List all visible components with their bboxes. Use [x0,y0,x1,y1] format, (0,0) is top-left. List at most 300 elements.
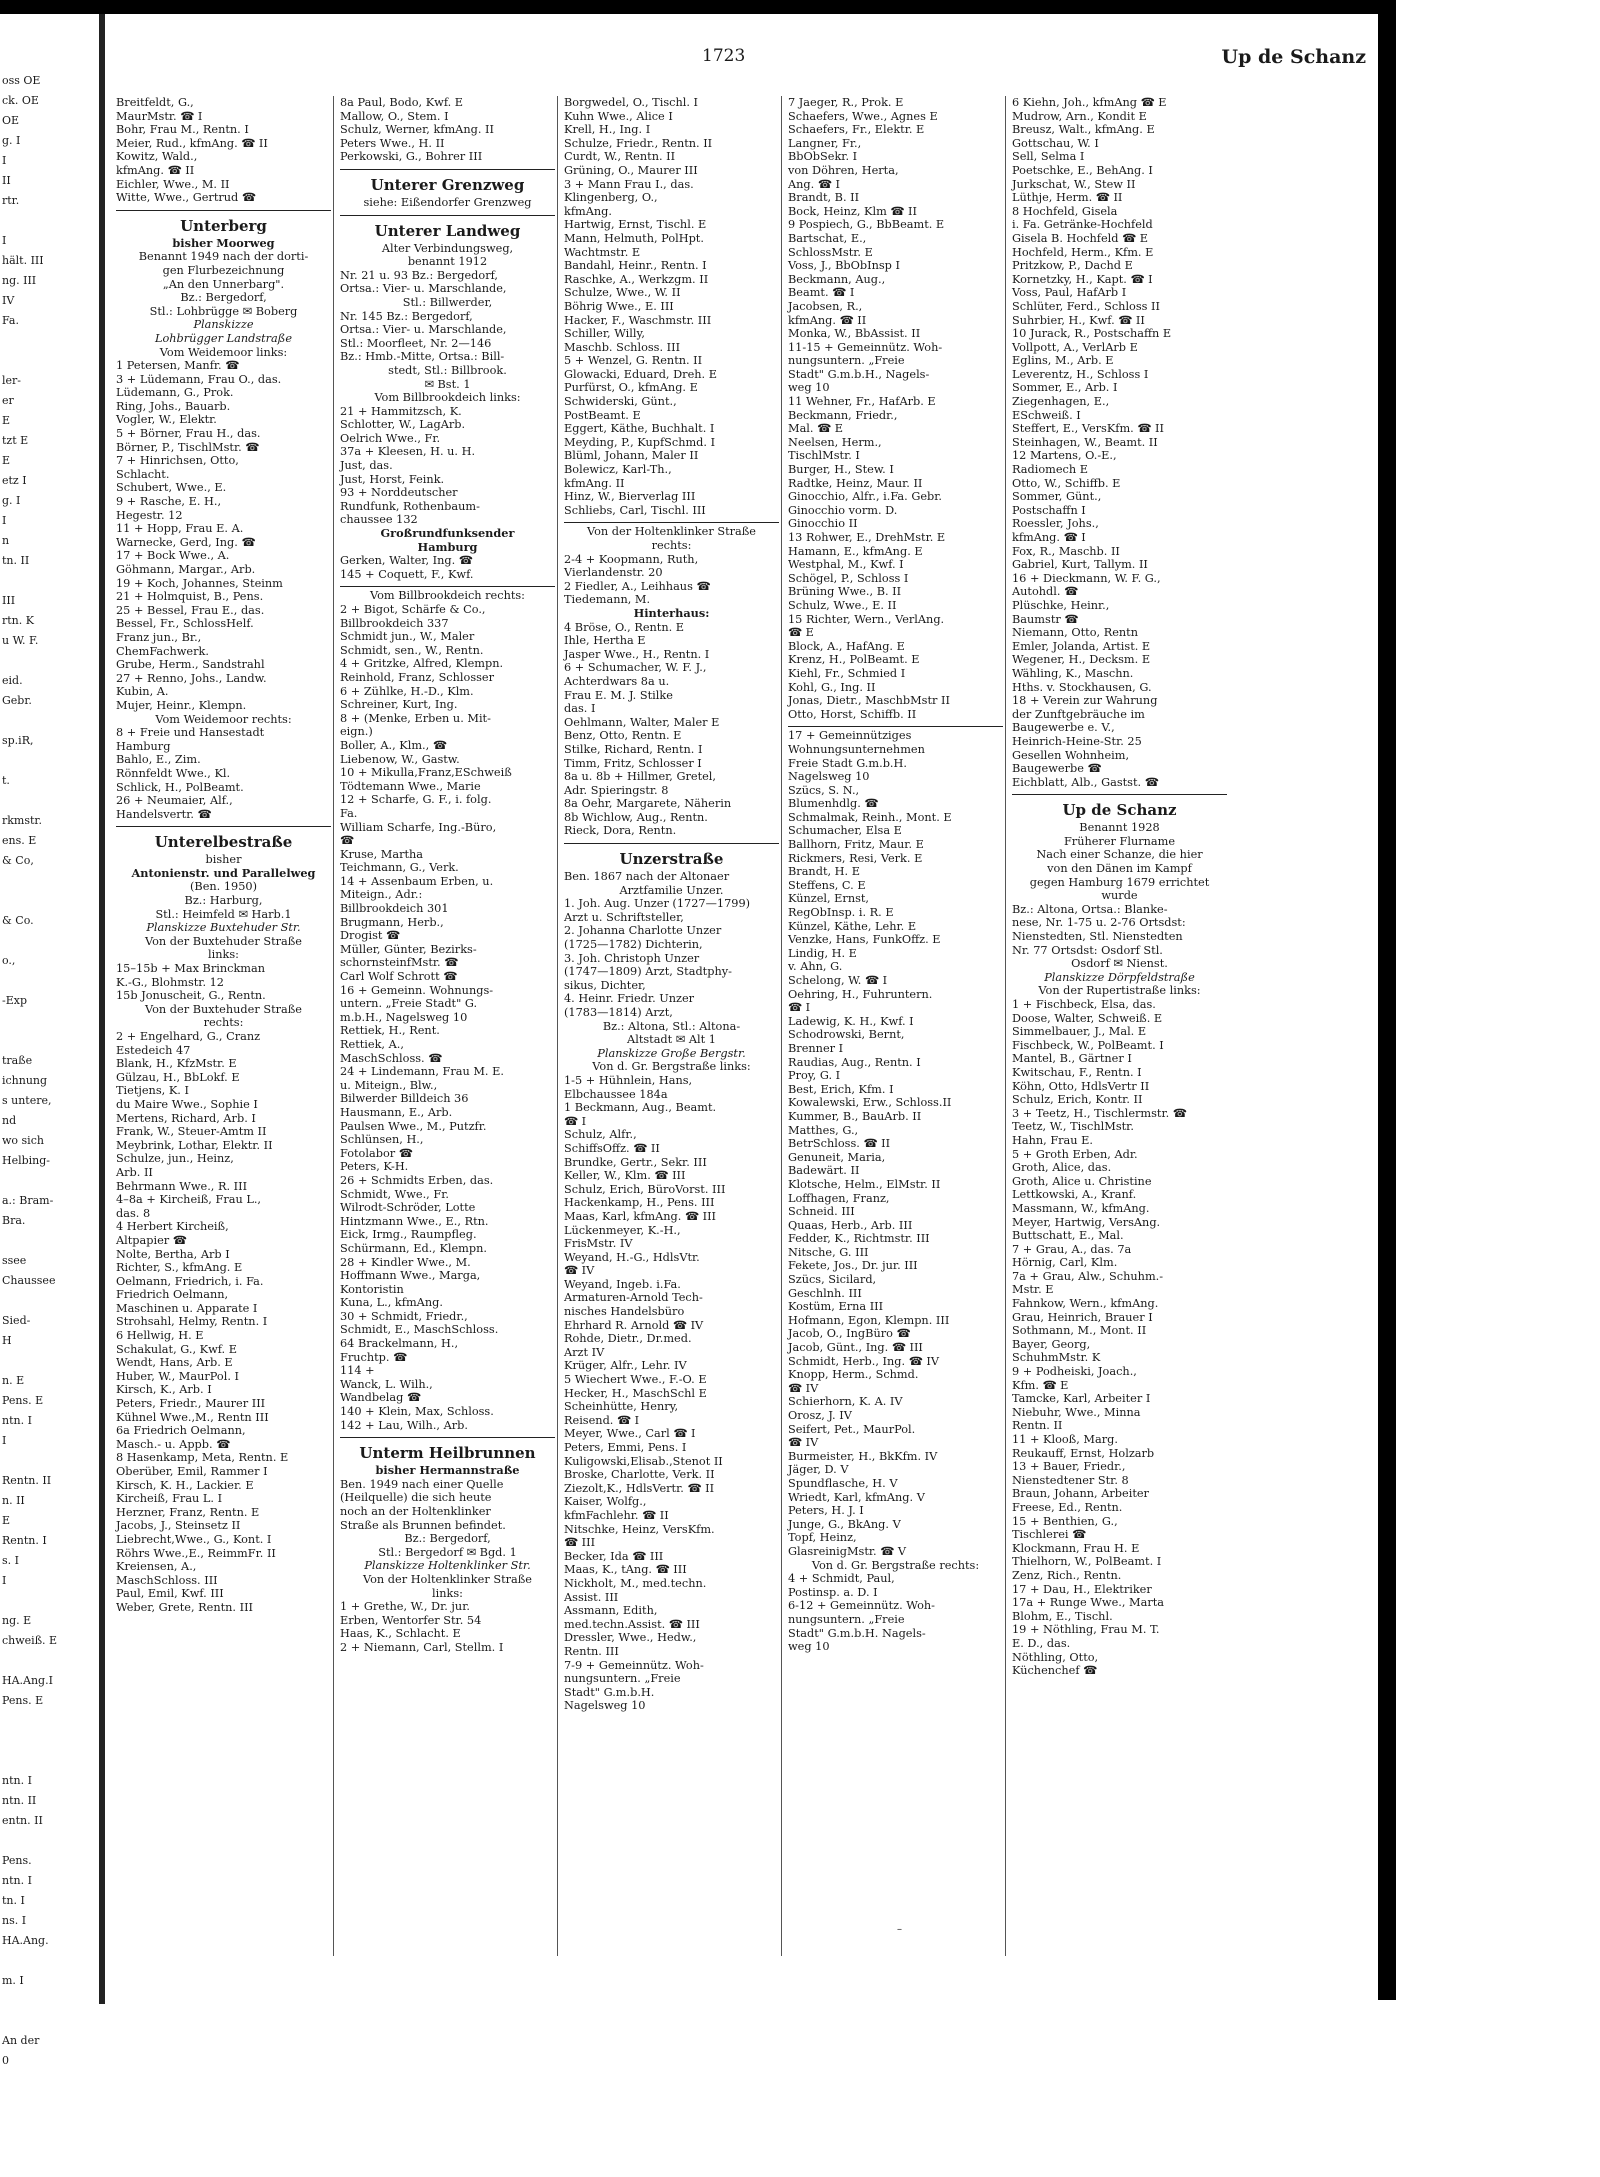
directory-entry: Hths. v. Stockhausen, G. [1012,680,1152,694]
directory-entry: 6a Friedrich Oelmann, [116,1424,246,1438]
directory-entry: Hinz, W., Bierverlag III [564,490,696,504]
directory-entry: Meyer, Hartwig, VersAng. [1012,1215,1161,1229]
left-page-fragment [0,14,105,2067]
left-fragment-line: traße [2,1054,33,1067]
directory-entry: MaurMstr. ☎ I [116,109,203,123]
directory-entry: wurde [1101,889,1138,903]
directory-entry: Postinsp. a. D. I [788,1585,878,1599]
left-fragment-line: IV [2,294,15,307]
directory-entry: „An den Unnerbarg". [162,277,285,291]
directory-entry: 24 + Lindemann, Frau M. E. [340,1065,504,1079]
directory-entry: Sell, Selma I [1012,150,1085,164]
directory-entry: nisches Handelsbüro [564,1305,685,1319]
left-fragment-line: eid. [2,674,23,687]
directory-entry: (1725—1782) Dichterin, [564,938,703,952]
left-fragment-line: Chaussee [2,1274,56,1287]
directory-entry: gegen Hamburg 1679 errichtet [1029,875,1210,889]
directory-entry: Oberüber, Emil, Rammer I [116,1465,268,1478]
directory-entry: Schreiner, Kurt, Ing. [340,698,458,712]
directory-entry: Hofmann, Egon, Klempn. III [788,1313,950,1327]
directory-entry: 9 Pospiech, G., BbBeamt. E [788,218,945,232]
left-fragment-line: E [2,454,11,467]
directory-entry: SchiffsOffz. ☎ II [564,1141,660,1155]
street-heading: Unterm Heilbrunnen [359,1444,536,1463]
directory-entry: Ortsa.: Vier- u. Marschlande, [340,323,507,337]
directory-entry: Kircheiß, Frau L. I [116,1492,223,1506]
directory-entry: Kirsch, K. H., Lackier. E [116,1478,254,1492]
directory-entry: Purfürst, O., kfmAng. E [564,381,698,395]
directory-entry: Dressler, Wwe., Hedw., [564,1631,697,1645]
directory-entry: von den Dänen im Kampf [1047,862,1192,876]
directory-entry: Rentn. III [564,1644,619,1658]
directory-entry: Kreiensen, A., [116,1560,197,1574]
directory-entry: Von der Buxtehuder Straße [145,1002,302,1016]
directory-entry: ☎ IV [788,1381,819,1395]
left-fragment-line: -Exp [2,994,27,1007]
directory-entry: Best, Erich, Kfm. I [788,1082,894,1096]
directory-entry: stedt, Stl.: Billbrook. [388,363,507,377]
left-fragment-line: I [2,1434,7,1447]
directory-entry: Von der Holtenklinker Straße [587,525,756,539]
directory-entry: SchuhmMstr. K [1012,1351,1101,1365]
directory-entry: GlasreinigMstr. ☎ V [788,1544,907,1558]
directory-entry: Schlacht. [116,467,170,481]
left-fragment-line: s untere, [2,1094,52,1107]
directory-entry: Richter, S., kfmAng. E [116,1261,243,1275]
directory-entry: du Maire Wwe., Sophie I [116,1097,258,1111]
directory-entry: Braun, Johann, Arbeiter [1012,1487,1149,1501]
directory-entry: Nr. 145 Bz.: Bergedorf, [340,309,473,323]
left-fragment-line: Bra. [2,1214,26,1227]
left-fragment-line: I [2,154,7,167]
directory-entry: 4. Heinr. Friedr. Unzer [564,992,695,1006]
directory-entry: Lückenmeyer, K.-H., [564,1223,681,1237]
left-fragment-line: H [2,1334,12,1347]
directory-entry: Lettkowski, A., Kranf. [1012,1188,1137,1202]
directory-entry: 1 Beckmann, Aug., Beamt. [564,1101,717,1115]
street-column-4 [788,96,1003,1654]
directory-entry: Sommer, Günt., [1012,490,1102,504]
directory-entry: Burger, H., Stew. I [788,463,894,477]
left-fragment-line: s. I [2,1554,19,1567]
directory-entry: 15–15b + Max Brinckman [116,962,266,976]
directory-entry: 7a + Grau, Alw., Schuhm.- [1012,1269,1164,1283]
directory-entry: BetrSchloss. ☎ II [788,1137,891,1151]
directory-entry: Behrmann Wwe., R. III [116,1179,248,1193]
left-fragment-line: I [2,234,7,247]
directory-entry: Orosz, J. IV [788,1409,852,1422]
section-rule [564,843,779,844]
directory-entry: Brundke, Gertr., Sekr. III [564,1155,707,1169]
left-fragment-line: chweiß. E [2,1634,58,1647]
directory-entry: ✉ Bst. 1 [424,377,471,391]
directory-entry: 8a u. 8b + Hillmer, Gretel, [564,770,717,784]
directory-entry: 15b Jonuscheit, G., Rentn. [116,989,266,1003]
directory-entry: 114 + [340,1364,375,1378]
directory-entry: Bock, Heinz, Klm ☎ II [788,204,917,218]
directory-entry: Planskizze Dörpfeldstraße [1044,970,1195,984]
directory-entry: kfmAng. II [564,476,625,490]
directory-entry: 8b Wichlow, Aug., Rentn. [564,810,708,824]
directory-entry: rechts: [203,1016,244,1030]
left-fragment-line: n [2,534,10,547]
directory-entry: 15 + Benthien, G., [1012,1514,1118,1528]
directory-entry: Altstadt ✉ Alt 1 [627,1033,716,1047]
directory-entry: Miteign., Adr.: [340,888,423,902]
directory-entry: Wegener, H., Decksm. E [1012,653,1151,667]
directory-entry: Jäger, D. V [788,1463,849,1477]
directory-entry: Frau E. M. J. Stilke [564,688,673,702]
column-divider [557,96,558,1956]
directory-entry: Klotsche, Helm., ElMstr. II [788,1177,941,1191]
directory-entry: Freese, Ed., Rentn. [1012,1500,1123,1514]
directory-entry: Bolewicz, Karl-Th., [564,463,672,477]
directory-entry: Ehrhard R. Arnold ☎ IV [564,1318,704,1332]
directory-entry: Planskizze Buxtehuder Str. [146,921,301,935]
directory-entry: Kowitz, Wald., [116,150,198,164]
directory-entry: Schodrowski, Bernt, [788,1028,905,1042]
directory-entry: Becker, Ida ☎ III [564,1549,664,1563]
directory-entry: Antonienstr. und Parallelweg [131,865,316,880]
directory-entry: links: [432,1586,463,1600]
directory-entry: Curdt, W., Rentn. II [564,150,676,164]
directory-entry: Rettiek, A., [340,1038,404,1051]
directory-entry: Blohm, E., Tischl. [1012,1609,1113,1623]
directory-entry: Rentn. II [1012,1419,1063,1433]
directory-entry: Perkowski, G., Bohrer III [340,150,483,164]
directory-entry: Bessel, Fr., SchlossHelf. [116,617,254,631]
directory-entry: Schögel, P., Schloss I [788,571,909,585]
directory-entry: 6-12 + Gemeinnütz. Woh- [788,1599,935,1613]
directory-entry: Jasper Wwe., H., Rentn. I [564,647,710,661]
left-fragment-line: III [2,594,16,607]
directory-entry: Knopp, Herm., Schmd. [788,1368,919,1382]
directory-entry: Roessler, Johs., [1012,517,1099,531]
street-column-5 [1012,96,1227,1678]
directory-entry: Von der Buxtehuder Straße [145,934,302,948]
directory-entry: Schulze, jun., Heinz, [116,1152,234,1166]
directory-entry: Mann, Helmuth, PolHpt. [564,231,704,245]
directory-entry: Ginocchio vorm. D. [788,503,898,517]
directory-entry: Vierlandenstr. 20 [564,566,663,580]
directory-entry: Voss, J., BbObInsp I [788,259,900,273]
directory-entry: Fekete, Jos., Dr. jur. III [788,1259,918,1273]
directory-entry: Haas, K., Schlacht. E [340,1627,461,1641]
directory-entry: Freie Stadt G.m.b.H. [788,756,907,770]
directory-entry: Breusz, Walt., kfmAng. E [1012,123,1155,137]
directory-entry: Tischlerei ☎ [1012,1528,1087,1542]
directory-entry: Peters, H. J. I [788,1504,864,1518]
directory-entry: Bz.: Bergedorf, [404,1532,491,1546]
left-fragment-line: wo sich [2,1134,44,1147]
directory-entry: 4 + Gritzke, Alfred, Klempn. [340,657,504,671]
directory-entry: Bartschat, E., [788,231,867,245]
directory-entry: Kuna, L., kfmAng. [340,1296,443,1310]
directory-entry: Stl.: Heimfeld ✉ Harb.1 [155,907,292,921]
directory-entry: Stadt" G.m.b.H. Nagels- [788,1626,926,1640]
directory-entry: Wilrodt-Schröder, Lotte [340,1201,476,1215]
left-fragment-line: u W. F. [2,634,39,647]
directory-entry: Benannt 1949 nach der dorti- [138,250,309,264]
section-rule [564,522,779,523]
directory-entry: nungsuntern. „Freie [564,1672,681,1686]
left-fragment-line: ssee [2,1254,27,1267]
page-bottom-mark: – [897,1924,902,1935]
directory-entry: Bandahl, Heinr., Rentn. I [564,259,707,273]
left-fragment-line: hält. III [2,254,44,267]
directory-entry: 11 + Hopp, Frau E. A. [116,522,244,536]
directory-entry: Hoffmann Wwe., Marga, [340,1269,481,1283]
directory-entry: Bayer, Georg, [1012,1337,1091,1351]
directory-entry: das. I [564,702,596,716]
directory-entry: Schierhorn, K. A. IV [788,1395,903,1409]
directory-entry: Schmidt, Herb., Ing. ☎ IV [788,1354,939,1368]
directory-entry: Wachtmstr. E [564,245,641,259]
directory-entry: 2-4 + Koopmann, Ruth, [564,552,699,566]
directory-entry: Fedder, K., Richtmstr. III [788,1232,930,1246]
directory-entry: Jurkschat, W., Stew II [1012,177,1136,191]
directory-entry: Borgwedel, O., Tischl. I [564,96,698,109]
directory-entry: kfmFachlehr. ☎ II [564,1508,669,1522]
directory-entry: Vom Billbrookdeich rechts: [369,589,525,603]
section-rule [340,169,555,170]
street-column-3 [564,96,779,1713]
directory-entry: Kwitschau, F., Rentn. I [1012,1065,1142,1079]
directory-entry: 17a + Runge Wwe., Marta [1012,1596,1165,1610]
section-rule [116,826,331,827]
directory-entry: Baugewerbe e. V., [1012,721,1115,735]
directory-entry: Kontoristin [340,1282,404,1296]
left-fragment-line: ng. E [2,1614,32,1627]
directory-entry: 1 + Fischbeck, Elsa, das. [1012,998,1156,1011]
directory-entry: Paulsen Wwe., M., Putzfr. [340,1119,487,1133]
directory-entry: Fruchtp. ☎ [340,1350,408,1364]
directory-entry: Westphal, M., Kwf. I [788,558,904,572]
directory-entry: untern. „Freie Stadt" G. [340,997,478,1011]
directory-entry: Strohsahl, Helmy, Rentn. I [116,1315,268,1329]
directory-entry: Küchenchef ☎ [1012,1664,1098,1678]
directory-entry: Witte, Wwe., Gertrud ☎ [116,191,256,205]
left-fragment-line: rkmstr. [2,814,42,827]
directory-entry: noch an der Holtenklinker [340,1505,491,1518]
directory-entry: 37a + Kleesen, H. u. H. [340,445,476,459]
directory-entry: Schulze, Friedr., Rentn. II [564,136,713,150]
section-rule [1012,794,1227,795]
directory-entry: Beckmann, Aug., [788,272,886,286]
left-fragment-line: Fa. [2,314,19,327]
directory-entry: 93 + Norddeutscher [340,486,458,500]
left-fragment-line: HA.Ang. [2,1934,49,1947]
directory-entry: Sothmann, M., Mont. II [1012,1324,1147,1338]
directory-entry: Matthes, G., [788,1123,859,1137]
directory-entry: Ring, Johs., Bauarb. [116,399,231,413]
directory-entry: rechts: [651,539,692,552]
left-fragment-line: OE [2,114,20,127]
directory-entry: Nagelsweg 10 [564,1699,646,1713]
directory-entry: Adr. Spieringstr. 8 [564,783,669,797]
directory-entry: Emler, Jolanda, Artist. E [1012,639,1151,653]
street-column-1 [116,96,331,1615]
directory-entry: Vom Billbrookdeich links: [374,391,521,405]
directory-entry: siehe: Eißendorfer Grenzweg [363,195,532,209]
directory-entry: Ang. ☎ I [788,177,840,191]
left-fragment-line: tzt E [2,434,29,447]
directory-entry: Köhn, Otto, HdlsVertr II [1012,1079,1150,1093]
directory-entry: SchlossMstr. E [788,245,873,259]
directory-entry: Assmann, Edith, [564,1604,658,1618]
directory-entry: Steffert, E., VersKfm. ☎ II [1012,422,1164,436]
left-fragment-line: ler- [2,374,22,387]
directory-entry: Schlünsen, H., [340,1133,424,1147]
left-fragment-line: ntn. I [2,1874,32,1887]
directory-entry: Eichler, Wwe., M. II [116,177,230,191]
directory-entry: 9 + Podheiski, Joach., [1012,1365,1137,1379]
directory-entry: kfmAng. ☎ I [1012,531,1086,544]
directory-entry: Simmelbauer, J., Mal. E [1012,1025,1147,1039]
left-fragment-line: t. [2,774,10,787]
directory-entry: Scheinhütte, Henry, [564,1400,679,1414]
directory-entry: 5 + Wenzel, G. Rentn. II [564,354,703,368]
directory-entry: Reisend. ☎ I [564,1413,640,1427]
directory-entry: Meyer, Wwe., Carl ☎ I [564,1427,696,1441]
directory-entry: 8 Hasenkamp, Meta, Rentn. E [116,1451,289,1465]
directory-entry: 1-5 + Hühnlein, Hans, [564,1073,693,1087]
directory-entry: Maas, K., tAng. ☎ III [564,1563,687,1577]
directory-entry: links: [208,948,239,962]
directory-entry: Franz jun., Br., [116,630,202,644]
left-fragment-line: entn. II [2,1814,43,1827]
directory-entry: Schmidt, sen., W., Rentn. [340,643,484,657]
directory-entry: Baumstr ☎ [1012,612,1079,626]
directory-entry: Blank, H., KfzMstr. E [116,1057,237,1071]
directory-entry: Rettiek, H., Rent. [340,1024,440,1038]
directory-entry: Eichblatt, Alb., Gastst. ☎ [1012,775,1159,789]
directory-entry: 3 + Teetz, H., Tischlermstr. ☎ [1012,1106,1187,1120]
left-fragment-line: I [2,1574,7,1587]
directory-entry: Poetschke, E., BehAng. I [1012,163,1153,177]
directory-entry: Kummer, B., BauArb. II [788,1109,922,1123]
directory-entry: Blüml, Johann, Maler II [564,449,699,463]
directory-entry: Frank, W., Steuer-Amtm II [116,1125,267,1139]
directory-entry: BbObSekr. I [788,150,858,164]
directory-entry: Altpapier ☎ [116,1233,187,1247]
directory-entry: Maschb. Schloss. III [564,340,681,354]
directory-entry: Steffens, C. E [788,878,866,892]
directory-entry: 8a Oehr, Margarete, Näherin [564,797,732,811]
directory-entry: Stl.: Bergedorf ✉ Bgd. 1 [378,1545,517,1559]
directory-entry: Fox, R., Maschb. II [1012,544,1120,558]
directory-entry: Radtke, Heinz, Maur. II [788,476,923,490]
directory-entry: Krenz, H., PolBeamt. E [788,653,920,667]
directory-entry: Otto, W., Schiffb. E [1012,476,1121,490]
directory-entry: Maas, Karl, kfmAng. ☎ III [564,1209,717,1223]
left-fragment-line: Pens. [2,1854,32,1867]
directory-entry: 1 Petersen, Manfr. ☎ [116,359,240,373]
directory-entry: bisher Moorweg [172,235,275,250]
directory-entry: PostBeamt. E [564,408,641,422]
directory-entry: Venzke, Hans, FunkOffz. E [788,933,941,947]
directory-entry: Teetz, W., TischlMstr. [1012,1120,1134,1134]
directory-entry: ☎ E [788,626,814,640]
directory-entry: Hecker, H., MaschSchl E [564,1386,707,1400]
directory-entry: 2 + Bigot, Schärfe & Co., [340,603,486,616]
left-fragment-line: Rentn. II [2,1474,52,1487]
directory-entry: Arzt u. Schriftsteller, [564,910,684,924]
directory-entry: ESchweiß. I [1012,408,1081,422]
directory-entry: Quaas, Herb., Arb. III [788,1218,913,1232]
directory-entry: 26 + Neumaier, Alf., [116,794,233,808]
directory-entry: Nr. 77 Ortsdst: Osdorf Stl. [1012,943,1163,957]
directory-entry: Künzel, Käthe, Lehr. E [788,919,917,933]
left-fragment-line: & Co, [2,854,34,867]
directory-entry: 2 + Engelhard, G., Cranz [116,1030,261,1043]
left-fragment-line: Pens. E [2,1394,44,1407]
directory-entry: Bz.: Altona, Ortsa.: Blanke- [1012,902,1168,916]
directory-entry: 13 + Bauer, Friedr., [1012,1460,1126,1474]
directory-entry: 9 + Rasche, E. H., [116,495,222,509]
directory-entry: Loffhagen, Franz, [788,1191,890,1205]
directory-entry: gen Flurbezeichnung [162,263,285,277]
directory-entry: Ben. 1949 nach einer Quelle [340,1477,504,1491]
column-divider [333,96,334,1956]
directory-entry: Schubert, Wwe., E. [116,481,227,495]
directory-entry: Bz.: Harburg, [184,894,263,908]
directory-entry: E. D., das. [1012,1636,1071,1650]
directory-entry: Kruse, Martha [340,847,424,861]
directory-entry: das. 8 [116,1206,151,1220]
directory-entry: Raschke, A., Werkzgm. II [564,272,709,286]
directory-entry: 6 Hellwig, H. E [116,1329,204,1343]
left-fragment-line: er [2,394,14,407]
left-fragment-line: etz I [2,474,27,487]
left-fragment-line: rtn. K [2,614,34,627]
directory-entry: 6 Kiehn, Joh., kfmAng ☎ E [1012,96,1167,109]
column-divider [1005,96,1006,1956]
left-fragment-line: tn. II [2,554,30,567]
directory-entry: Planskizze Holtenklinker Str. [364,1559,531,1573]
directory-entry: Carl Wolf Schrott ☎ [340,970,458,984]
directory-entry: Tamcke, Karl, Arbeiter I [1012,1392,1151,1406]
scan-right-border [1378,0,1600,2177]
directory-entry: Schlüter, Ferd., Schloss II [1012,299,1160,313]
directory-entry: bisher [205,853,242,867]
directory-entry: Arzt IV [564,1345,605,1359]
directory-entry: Autohdl. ☎ [1012,585,1079,599]
directory-entry: Schmidt jun., W., Maler [340,630,475,644]
directory-entry: Gisela B. Hochfeld ☎ E [1012,231,1149,245]
directory-entry: Huber, W., MaurPol. I [116,1369,239,1383]
directory-entry: Masch.- u. Appb. ☎ [116,1437,231,1451]
directory-entry: Schaefers, Wwe., Agnes E [788,109,938,123]
directory-entry: RegObInsp. i. R. E [788,906,894,920]
left-fragment-line: ntn. I [2,1414,32,1427]
directory-entry: ☎ IV [564,1264,595,1278]
directory-entry: Hörnig, Carl, Klm. [1012,1256,1118,1270]
street-heading: Unterer Grenzweg [370,175,525,194]
directory-entry: Alter Verbindungsweg, [381,241,514,255]
left-fragment-line: o., [2,954,16,967]
directory-entry: 30 + Schmidt, Friedr., [340,1309,468,1323]
directory-entry: Burmeister, H., BkKfm. IV [788,1449,938,1463]
directory-entry: Beamt. ☎ I [788,286,855,300]
directory-entry: Arztfamilie Unzer. [619,883,724,897]
directory-entry: Kuhn Wwe., Alice I [564,109,673,123]
section-rule [116,210,331,211]
directory-entry: Schlotter, W., LagArb. [340,418,466,432]
directory-entry: Mallow, O., Stem. I [340,109,449,123]
directory-entry: Drogist ☎ [340,929,401,943]
directory-entry: Handelsvertr. ☎ [116,807,212,821]
